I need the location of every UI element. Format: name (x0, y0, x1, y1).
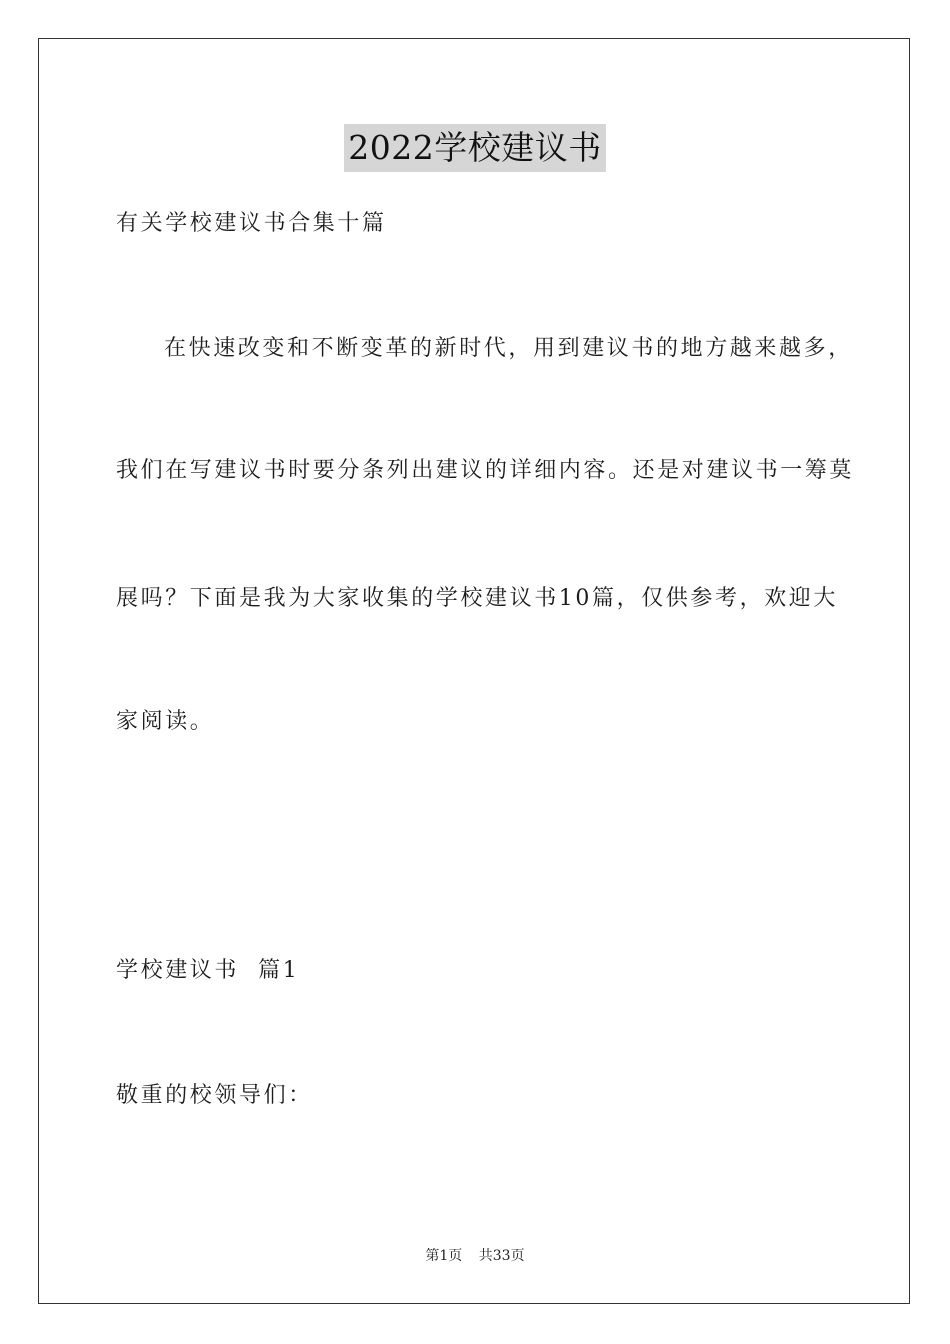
salutation: 敬重的校领导们： (116, 1083, 313, 1108)
page-footer (0, 1246, 950, 1266)
intro-line-4: 家阅读。 (116, 709, 215, 734)
title-container (0, 124, 950, 172)
page-number-current: 第1页 (425, 1248, 463, 1264)
intro-line-3: 展吗？下面是我为大家收集的学校建议书10篇，仅供参考，欢迎大 (116, 586, 838, 611)
page-number-total: 共33页 (478, 1248, 525, 1264)
section-heading: 学校建议书 篇1 (116, 958, 300, 983)
document-subtitle: 有关学校建议书合集十篇 (116, 211, 387, 236)
intro-line-1: 在快速改变和不断变革的新时代，用到建议书的地方越来越多， (164, 336, 853, 361)
document-title: 2022学校建议书 (344, 124, 605, 172)
intro-line-2: 我们在写建议书时要分条列出建议的详细内容。还是对建议书一筹莫 (116, 458, 855, 483)
